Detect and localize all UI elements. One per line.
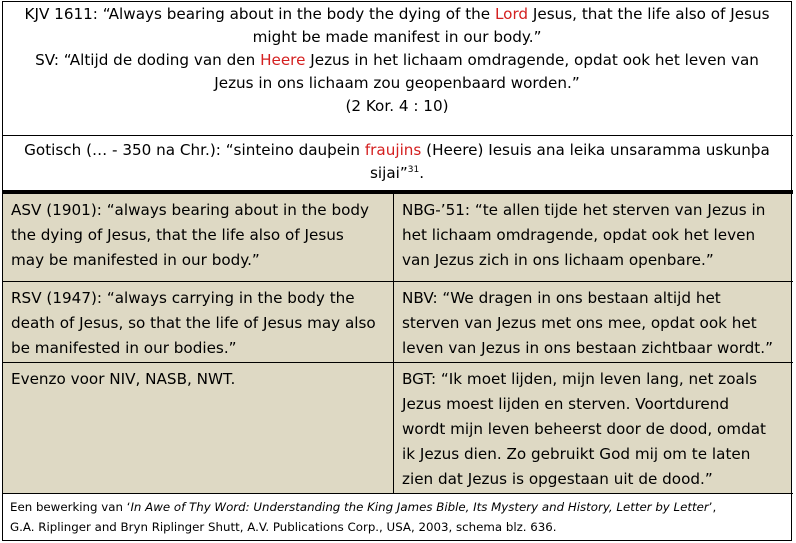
sv-line-1 — [3, 49, 791, 72]
gothic-highlight: fraujins — [364, 141, 422, 159]
divider — [3, 493, 793, 494]
gothic-text: Gotisch (… - 350 na Chr.): “sinteino dauþein — [24, 141, 365, 159]
kjv-line-1 — [3, 3, 791, 26]
footnote-ref: 31 — [407, 164, 420, 175]
footer-line-1: Een bewerking van ‘In Awe of Thy Word: Understanding the King James Bible, Its Mystery and History, Letter by Letter’, — [10, 500, 717, 514]
rsv-cell: RSV (1947): “always carrying in the body the death of Jesus, so that the life of Jesus may also be manifested in our bodies.” — [3, 282, 393, 362]
column-divider — [393, 194, 394, 493]
sv-text: SV: “Altijd de doding van den — [35, 51, 261, 69]
gothic-text-end: (Heere) Iesuis ana leika unsaramma uskunþa — [421, 141, 770, 159]
kjv-highlight: Lord — [494, 5, 529, 23]
book-title: In Awe of Thy Word: Understanding the King James Bible, Its Mystery and History, Letter by Letter — [130, 500, 709, 514]
comparison-table — [2, 1, 792, 541]
asv-cell: ASV (1901): “always bearing about in the body the dying of Jesus, that the life also of Jesus may be manifested in our body.” — [3, 194, 393, 281]
sv-text-end: Jezus in het lichaam omdragende, opdat ook het leven van — [305, 51, 759, 69]
bgt-cell: BGT: “Ik moet lijden, mijn leven lang, net zoals Jezus moest lijden en sterven. Voortdurend wordt mijn leven beheerst door de dood, omdat ik Jezus dien. Zo gebruikt God mij om te laten zien dat Jezus is opgestaan uit de dood.” — [394, 363, 791, 493]
kjv-text-end: Jesus, that the life also of Jesus — [528, 5, 770, 23]
niv-note-cell: Evenzo voor NIV, NASB, NWT. — [3, 363, 393, 493]
footer-line-2: G.A. Riplinger and Bryn Riplinger Shutt, A.V. Publications Corp., USA, 2003, schema blz. 636. — [10, 520, 557, 534]
gothic-line-2: sijai”$^{31}$. — [369, 164, 425, 182]
verse-header-cell — [3, 2, 791, 136]
sv-highlight: Heere — [260, 51, 306, 69]
sv-line-2: Jezus in ons lichaam zou geopenbaard worden.” — [214, 74, 580, 92]
gothic-line-1 — [3, 139, 791, 162]
kjv-line-2: might be made manifest in our body.” — [252, 28, 542, 46]
nbv-cell: NBV: “We dragen in ons bestaan altijd het sterven van Jezus met ons mee, opdat ook het leven van Jezus in ons bestaan zichtbaar wordt.” — [394, 282, 791, 362]
source-footer — [3, 495, 791, 540]
kjv-text: KJV 1611: “Always bearing about in the body the dying of the — [24, 5, 495, 23]
verse-reference: (2 Kor. 4 : 10) — [345, 97, 449, 115]
nbg-cell: NBG-’51: “te allen tijde het sterven van Jezus in het lichaam omdragende, opdat ook het leven van Jezus zich in ons lichaam openbare.” — [394, 194, 791, 281]
gothic-cell — [3, 136, 791, 192]
